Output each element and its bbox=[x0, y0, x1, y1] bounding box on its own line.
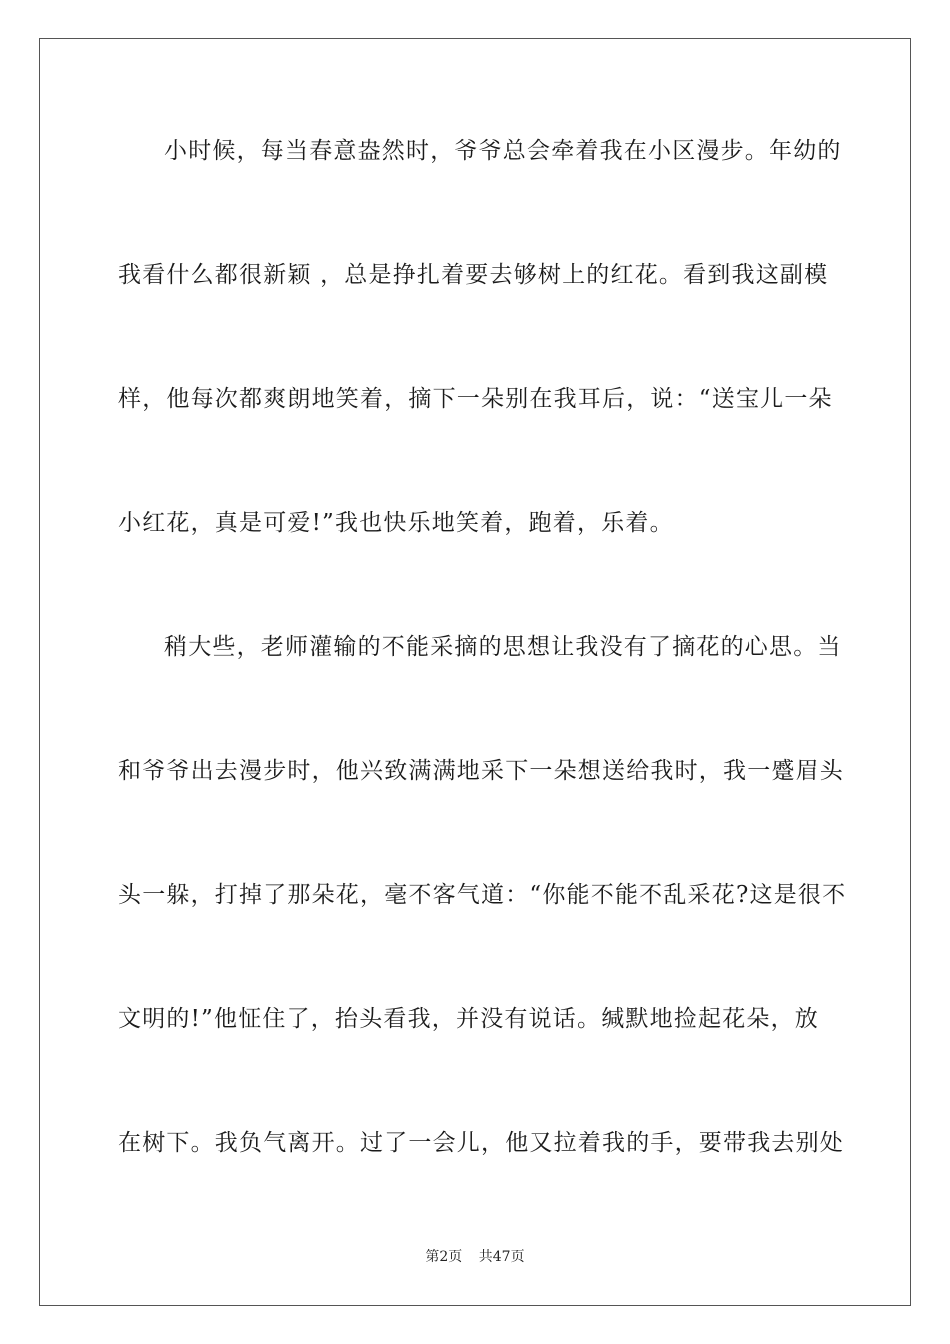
page-number: 第2页 bbox=[425, 1249, 463, 1265]
paragraph-2-line-2: 和爷爷出去漫步时，他兴致满满地采下一朵想送给我时，我一蹙眉头 bbox=[118, 758, 844, 784]
paragraph-1-line-1: 小时候，每当春意盎然时，爷爷总会牵着我在小区漫步。年幼的 bbox=[164, 138, 842, 164]
page-total: 共47页 bbox=[478, 1249, 525, 1265]
paragraph-1-line-2: 我看什么都很新颖 ，总是挣扎着要去够树上的红花。看到我这副模 bbox=[118, 262, 829, 288]
paragraph-2-line-1: 稍大些，老师灌输的不能采摘的思想让我没有了摘花的心思。当 bbox=[164, 634, 842, 660]
paragraph-1-line-3: 样，他每次都爽朗地笑着，摘下一朵别在我耳后，说：“送宝儿一朵 bbox=[118, 386, 833, 412]
page-footer bbox=[0, 1248, 950, 1266]
paragraph-2-line-4: 文明的!”他怔住了，抬头看我，并没有说话。缄默地捡起花朵，放 bbox=[118, 1006, 820, 1032]
paragraph-2-line-5: 在树下。我负气离开。过了一会儿，他又拉着我的手，要带我去别处 bbox=[118, 1130, 844, 1156]
paragraph-2-line-3: 头一躲，打掉了那朵花，毫不客气道：“你能不能不乱采花?这是很不 bbox=[118, 882, 847, 908]
paragraph-1-line-4: 小红花，真是可爱!”我也快乐地笑着，跑着，乐着。 bbox=[118, 510, 674, 536]
page-border bbox=[39, 38, 911, 1306]
